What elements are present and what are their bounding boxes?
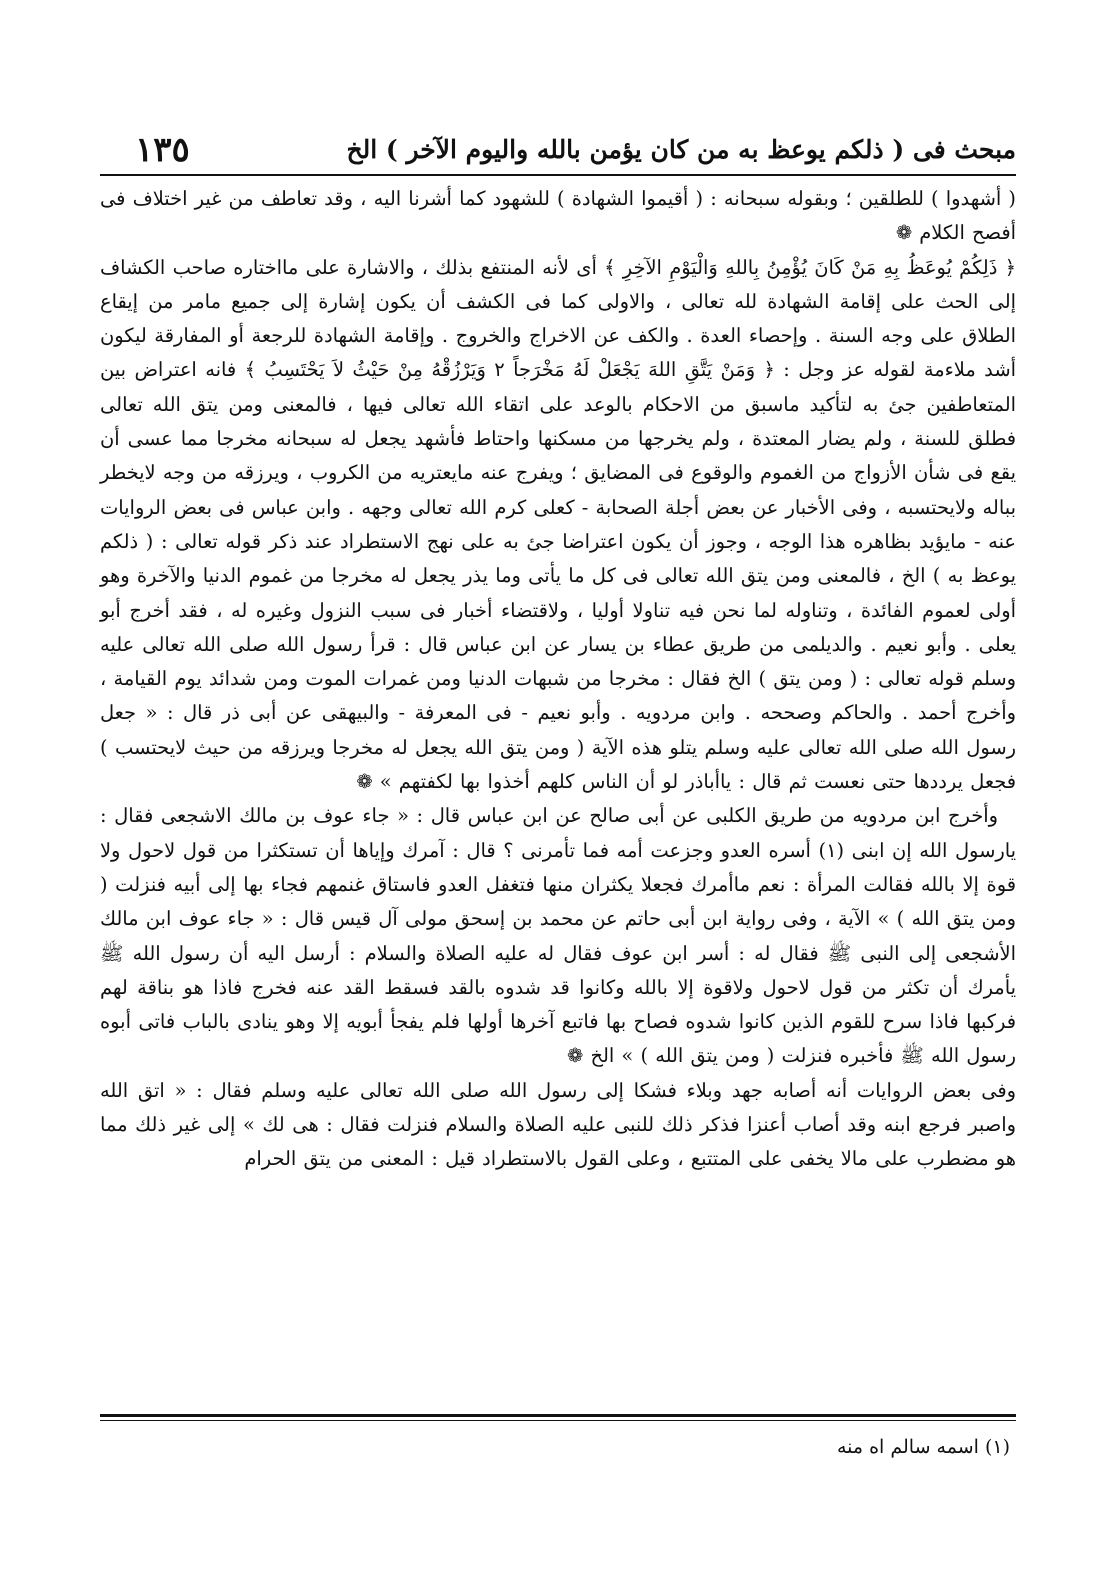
running-header: [100, 118, 1016, 170]
footnote: (١) اسمه سالم اه منه: [836, 1436, 1010, 1458]
paragraph: ﴿ ذَلِكُمْ يُوعَظُ بِهِ مَنْ كَانَ يُؤْمِنُ بِاللهِ وَالْيَوْمِ الآخِرِ ﴾ أى لأنه المنتفع بذلك ، والاشارة على مااختاره صاحب الكشاف إلى الحث على إقامة الشهادة لله تعالى ، والاولى كما فى الكشف أن يكون إشارة إلى جميع مامر من إيقاع الطلاق على وجه السنة . وإحصاء العدة . والكف عن الاخراج والخروج . وإقامة الشهادة للرجعة أو المفارقة ليكون أشد ملاءمة لقوله عز وجل : ﴿ وَمَنْ يَتَّقِ اللهَ يَجْعَلْ لَهُ مَخْرَجاً ٢ وَيَرْزُقْهُ مِنْ حَيْثُ لاَ يَحْتَسِبُ ﴾ فانه اعتراض بين المتعاطفين جئ به لتأكيد ماسبق من الاحكام بالوعد على اتقاء الله تعالى فيها ، فالمعنى ومن يتق الله تعالى فطلق للسنة ، ولم يضار المعتدة ، ولم يخرجها من مسكنها واحتاط فأشهد يجعل له سبحانه مخرجا مما عسى أن يقع فى شأن الأزواج من الغموم والوقوع فى المضايق ؛ ويفرج عنه مايعتريه من الكروب ، ويرزقه من وجه لايخطر بباله ولايحتسبه ، وفى الأخبار عن بعض أجلة الصحابة - كعلى كرم الله تعالى وجهه . وابن عباس فى بعض الروايات عنه - مايؤيد بظاهره هذا الوجه ، وجوز أن يكون اعتراضا جئ به على نهج الاستطراد عند ذكر قوله تعالى : ( ذلكم يوعظ به ) الخ ، فالمعنى ومن يتق الله تعالى فى كل ما يأتى وما يذر يجعل له مخرجا من غموم الدنيا والآخرة وهو أولى لعموم الفائدة ، وتناوله لما نحن فيه تناولا أوليا ، ولاقتضاء أخبار فى سبب النزول وغيره له ، فقد أخرج أبو يعلى . وأبو نعيم . والديلمى من طريق عطاء بن يسار عن ابن عباس قال : قرأ رسول الله صلى الله تعالى عليه وسلم قوله تعالى : ( ومن يتق ) الخ فقال : مخرجا من شبهات الدنيا ومن غمرات الموت ومن شدائد يوم القيامة ، وأخرج أحمد . والحاكم وصححه . وابن مردويه . وأبو نعيم - فى المعرفة - والبيهقى عن أبى ذر قال : « جعل رسول الله صلى الله تعالى عليه وسلم يتلو هذه الآية ( ومن يتق الله يجعل له مخرجا ويرزقه من حيث لايحتسب ) فجعل يرددها حتى نعست ثم قال : ياأباذر لو أن الناس كلهم أخذوا بها لكفتهم » ❁: [100, 255, 1016, 794]
paragraph: وأخرج ابن مردويه من طريق الكلبى عن أبى صالح عن ابن عباس قال : « جاء عوف بن مالك الاشجعى فقال : يارسول الله إن ابنى (١) أسره العدو وجزعت أمه فما تأمرنى ؟ قال : آمرك وإياها أن تستكثرا من قول لاحول ولا قوة إلا بالله فقالت المرأة : نعم ماأمرك فجعلا يكثران منها فتغفل العدو فاستاق غنمهم فجاء بها إلى أبيه فنزلت ( ومن يتق الله ) » الآية ، وفى رواية ابن أبى حاتم عن محمد بن إسحق مولى آل قيس قال : « جاء عوف ابن مالك الأشجعى إلى النبى ﷺ فقال له : أسر ابن عوف فقال له عليه الصلاة والسلام : أرسل اليه أن رسول الله ﷺ يأمرك أن تكثر من قول لاحول ولاقوة إلا بالله وكانوا قد شدوه بالقد فسقط القد عنه فخرج فاذا هو بناقة لهم فركبها فاذا سرح للقوم الذين كانوا شدوه فصاح بها فاتبع آخرها أولها فلم يفجأ أبويه إلا وهو ينادى بالباب فاتى أبوه رسول الله ﷺ فأخبره فنزلت ( ومن يتق الله ) » الخ ❁: [100, 804, 1016, 1068]
paragraph: وفى بعض الروايات أنه أصابه جهد وبلاء فشكا إلى رسول الله صلى الله تعالى عليه وسلم فقال : « اتق الله واصبر فرجع ابنه وقد أصاب أعنزا فذكر ذلك للنبى عليه الصلاة والسلام فنزلت فقال : هى لك » إلى غير ذلك مما هو مضطرب على مالا يخفى على المتتبع ، وعلى القول بالاستطراد قيل : المعنى من يتق الحرام: [100, 1078, 1016, 1171]
footnote-rule-thin: [100, 1420, 1016, 1421]
footnote-rule: [100, 1414, 1016, 1417]
page-number: ١٣٥: [135, 130, 190, 170]
header-rule: [100, 174, 1016, 176]
paragraph: ( أشهدوا ) للطلقين ؛ وبقوله سبحانه : ( أقيموا الشهادة ) للشهود كما أشرنا اليه ، وقد تعاطف من غير اختلاف فى أفصح الكلام ❁: [100, 187, 1017, 245]
book-page: [100, 118, 1016, 1498]
running-title: مبحث فى ( ذلكم يوعظ به من كان يؤمن بالله واليوم الآخر ) الخ: [346, 135, 1016, 164]
main-text: [100, 182, 1016, 1177]
